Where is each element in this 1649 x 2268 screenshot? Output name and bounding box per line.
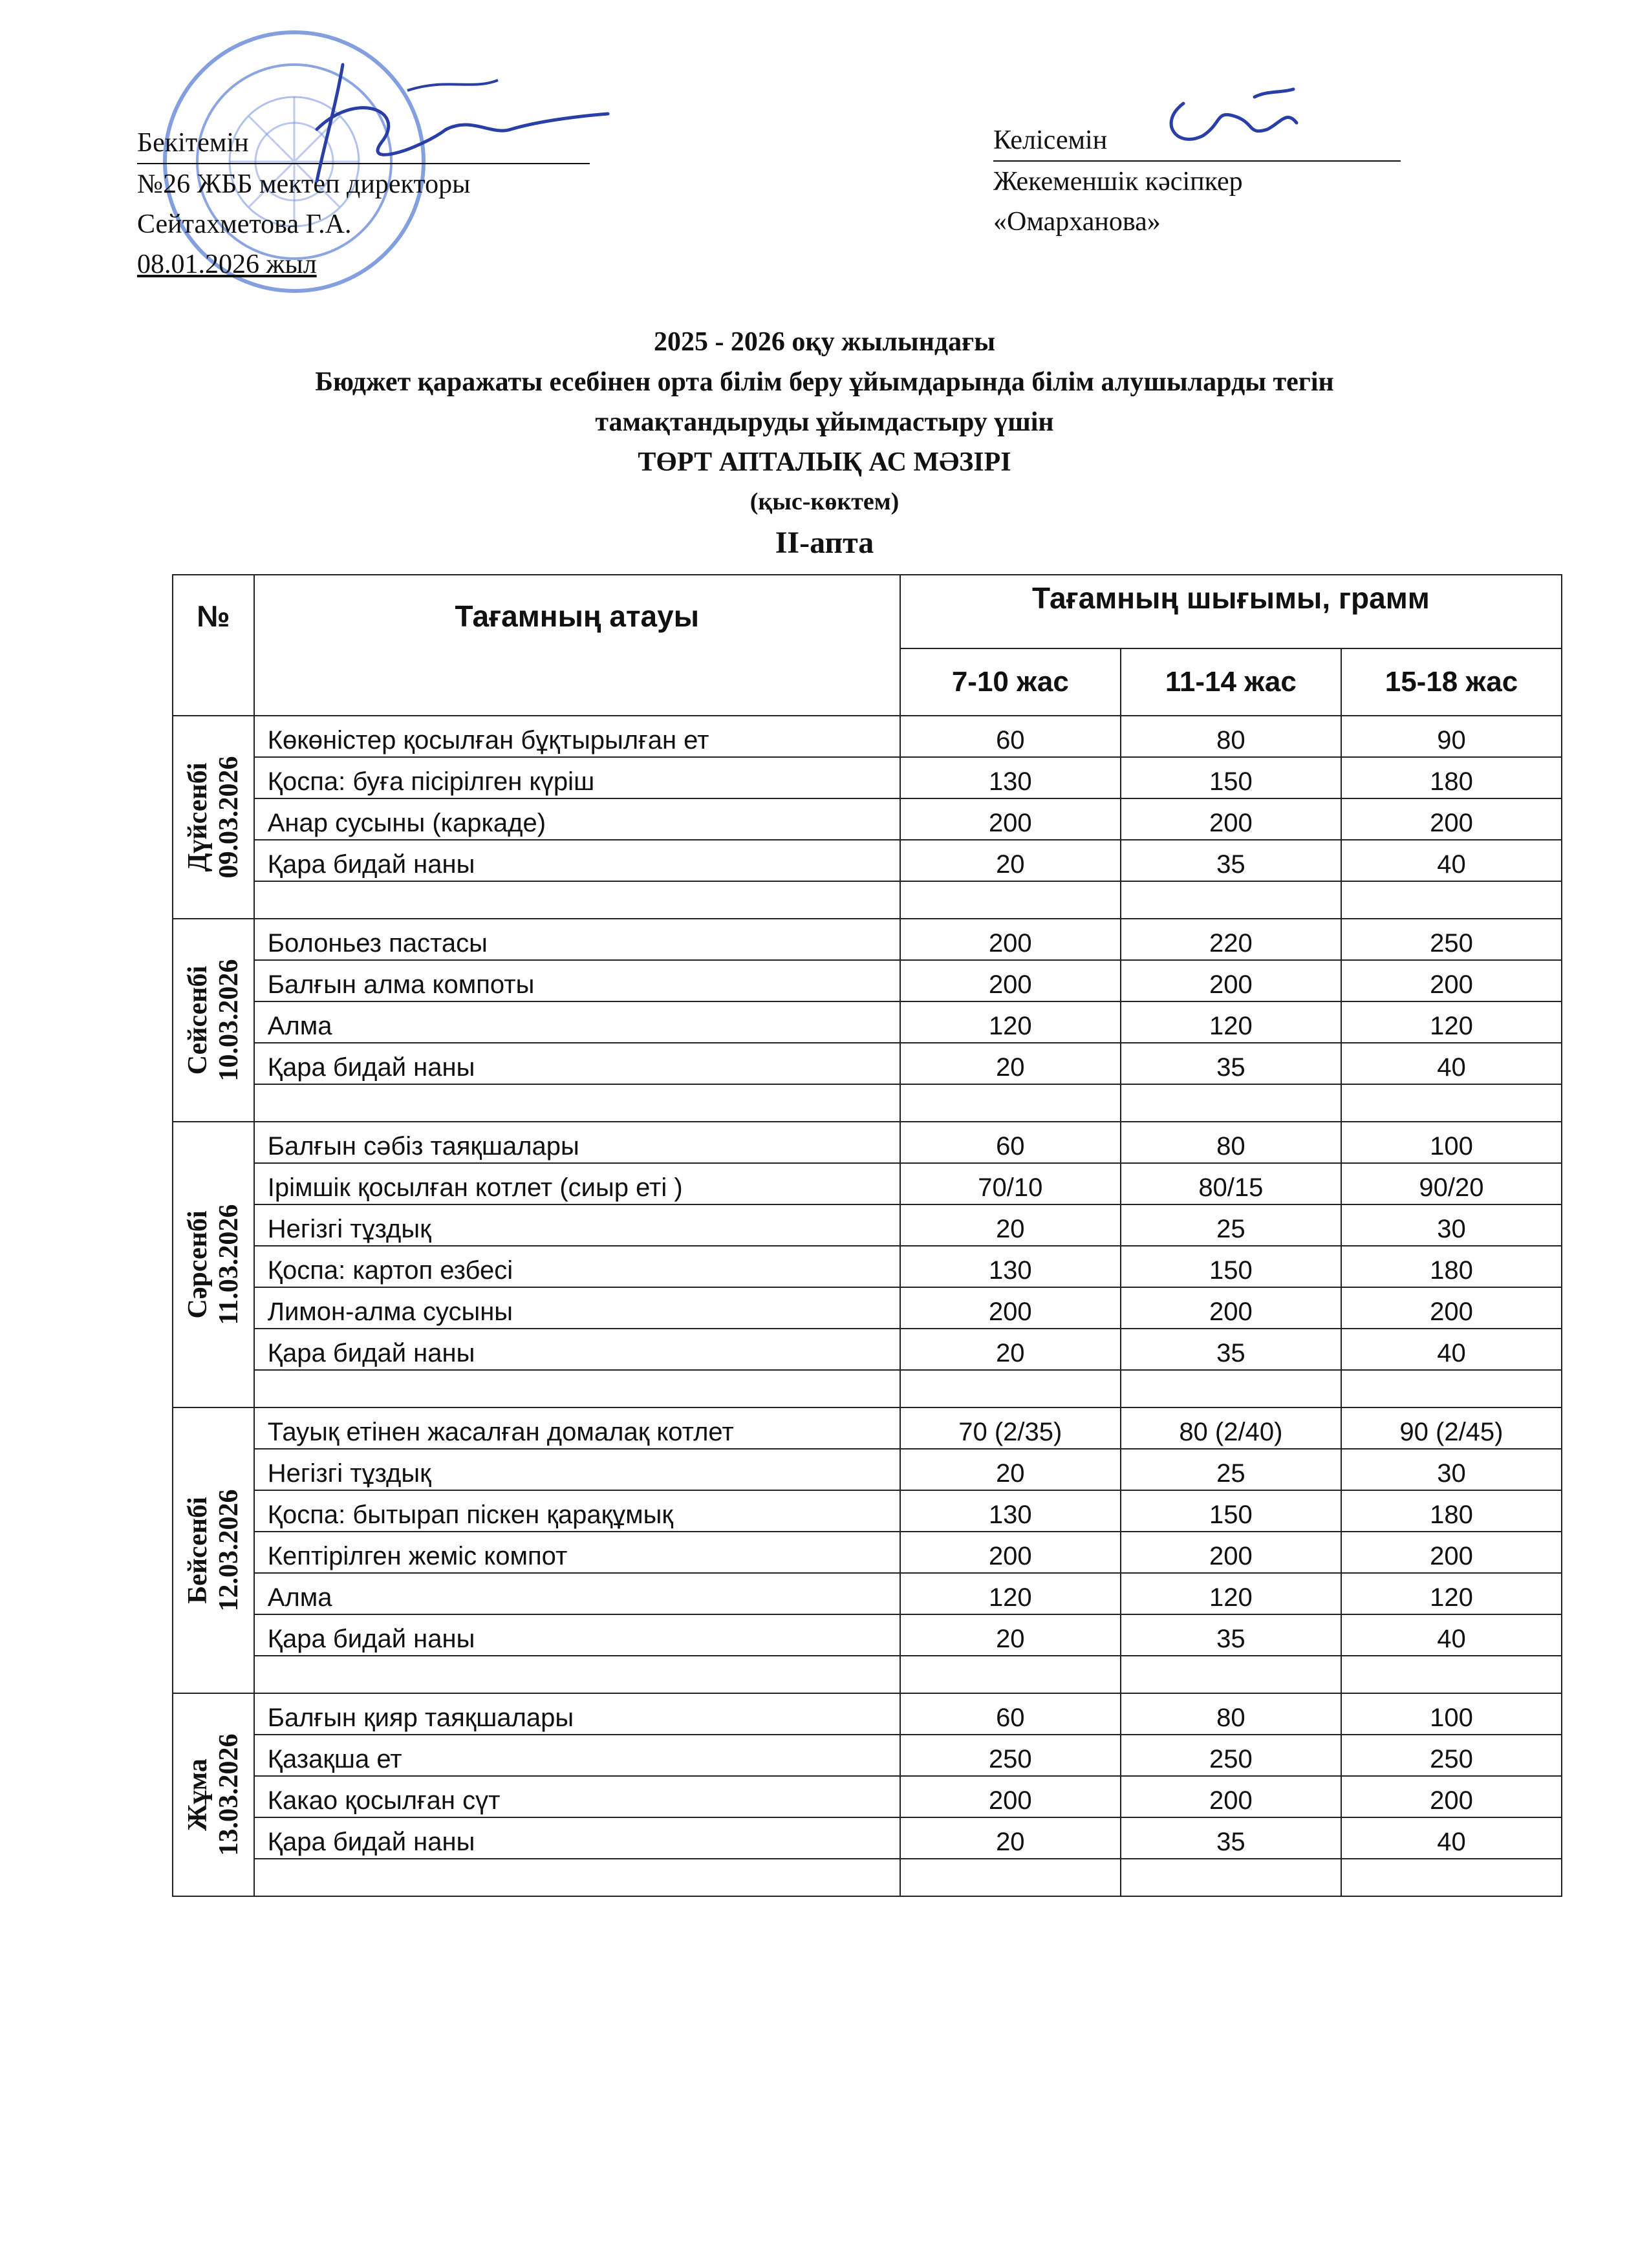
portion-value: 70/10: [900, 1163, 1121, 1204]
portion-value: 200: [1121, 1287, 1341, 1329]
portion-value: 200: [900, 1532, 1121, 1573]
portion-value: 120: [1341, 1001, 1562, 1043]
portion-value: 20: [900, 1043, 1121, 1084]
portion-value: 200: [900, 1287, 1121, 1329]
dish-name: Қоспа: бытырап піскен қарақұмық: [254, 1490, 900, 1532]
dish-name: Тауық етінен жасалған домалақ котлет: [254, 1407, 900, 1449]
portion-value: 120: [1341, 1573, 1562, 1614]
empty-cell: [1341, 1656, 1562, 1693]
portion-value: 20: [900, 1204, 1121, 1246]
approval-date: 08.01.2026 жыл: [137, 250, 317, 279]
blank-row: [173, 881, 1562, 919]
dish-name: Какао қосылған сүт: [254, 1776, 900, 1817]
dish-name: Алма: [254, 1001, 900, 1043]
portion-value: 40: [1341, 840, 1562, 881]
menu-table: [172, 574, 1562, 1897]
portion-value: 20: [900, 1817, 1121, 1859]
portion-value: 250: [1341, 919, 1562, 960]
agreement-company: «Омарханова»: [993, 207, 1161, 237]
dish-name: Балғын сәбіз таяқшалары: [254, 1122, 900, 1163]
blank-row: [173, 1859, 1562, 1896]
table-row: [173, 840, 1562, 881]
portion-value: 20: [900, 1329, 1121, 1370]
day-date: 09.03.2026: [213, 756, 244, 879]
empty-cell: [900, 1370, 1121, 1407]
day-name: Бейсенбі: [182, 1497, 213, 1604]
approval-label: Бекітемін: [137, 123, 590, 164]
empty-cell: [1121, 1859, 1341, 1896]
portion-value: 120: [900, 1573, 1121, 1614]
portion-value: 40: [1341, 1043, 1562, 1084]
portion-value: 150: [1121, 757, 1341, 798]
dish-name: Көкөністер қосылған бұқтырылған ет: [254, 716, 900, 757]
portion-value: 20: [900, 1614, 1121, 1656]
col-header-output: Тағамның шығымы, грамм: [900, 575, 1562, 648]
table-row: [173, 1329, 1562, 1370]
dish-name: Негізгі тұздық: [254, 1204, 900, 1246]
portion-value: 30: [1341, 1449, 1562, 1490]
table-row: [173, 1614, 1562, 1656]
portion-value: 35: [1121, 1614, 1341, 1656]
dish-name: Ірімшік қосылған котлет (сиыр еті ): [254, 1163, 900, 1204]
portion-value: 200: [1341, 1776, 1562, 1817]
portion-value: 90: [1341, 716, 1562, 757]
table-row: [173, 960, 1562, 1001]
portion-value: 200: [900, 798, 1121, 840]
dish-name: Қара бидай наны: [254, 1329, 900, 1370]
dish-name: Қазақша ет: [254, 1735, 900, 1776]
day-name: Жұма: [182, 1759, 213, 1831]
portion-value: 250: [900, 1735, 1121, 1776]
empty-cell: [900, 1859, 1121, 1896]
portion-value: 60: [900, 716, 1121, 757]
table-row: [173, 1163, 1562, 1204]
portion-value: 250: [1341, 1735, 1562, 1776]
empty-cell: [900, 1084, 1121, 1122]
empty-cell: [1121, 1370, 1341, 1407]
table-row: [173, 919, 1562, 960]
col-header-dish-name: Тағамның атауы: [254, 575, 900, 716]
dish-name: Негізгі тұздық: [254, 1449, 900, 1490]
empty-cell: [254, 1084, 900, 1122]
portion-value: 250: [1121, 1735, 1341, 1776]
portion-value: 120: [900, 1001, 1121, 1043]
empty-cell: [1341, 1084, 1562, 1122]
portion-value: 200: [1121, 1532, 1341, 1573]
portion-value: 20: [900, 840, 1121, 881]
day-name: Дүйсенбі: [182, 762, 213, 872]
dish-name: Анар сусыны (каркаде): [254, 798, 900, 840]
dish-name: Қоспа: картоп езбесі: [254, 1246, 900, 1287]
portion-value: 120: [1121, 1573, 1341, 1614]
portion-value: 35: [1121, 1329, 1341, 1370]
day-label: [182, 1734, 244, 1856]
empty-cell: [254, 881, 900, 919]
portion-value: 180: [1341, 1246, 1562, 1287]
dish-name: Алма: [254, 1573, 900, 1614]
portion-value: 40: [1341, 1329, 1562, 1370]
dish-name: Қара бидай наны: [254, 1043, 900, 1084]
empty-cell: [1341, 1859, 1562, 1896]
col-header-number: №: [173, 575, 254, 716]
table-row: [173, 1735, 1562, 1776]
portion-value: 60: [900, 1693, 1121, 1735]
dish-name: Болоньез пастасы: [254, 919, 900, 960]
table-row: [173, 1776, 1562, 1817]
dish-name: Лимон-алма сусыны: [254, 1287, 900, 1329]
academic-year: 2025 - 2026 оқу жылындағы: [653, 327, 996, 357]
day-date: 10.03.2026: [213, 959, 244, 1082]
portion-value: 70 (2/35): [900, 1407, 1121, 1449]
portion-value: 200: [1341, 1287, 1562, 1329]
table-row: [173, 1532, 1562, 1573]
empty-cell: [1121, 881, 1341, 919]
portion-value: 80: [1121, 1693, 1341, 1735]
day-date: 13.03.2026: [213, 1733, 244, 1856]
empty-cell: [900, 1656, 1121, 1693]
day-cell: [173, 919, 254, 1122]
empty-cell: [1121, 1656, 1341, 1693]
empty-cell: [1341, 881, 1562, 919]
dish-name: Балғын қияр таяқшалары: [254, 1693, 900, 1735]
portion-value: 200: [1121, 1776, 1341, 1817]
portion-value: 35: [1121, 840, 1341, 881]
table-row: [173, 1407, 1562, 1449]
table-row: [173, 716, 1562, 757]
day-label: [182, 756, 244, 879]
day-cell: [173, 1122, 254, 1407]
approval-position: №26 ЖББ мектеп директоры: [137, 169, 471, 199]
table-row: [173, 1043, 1562, 1084]
day-cell: [173, 1693, 254, 1896]
portion-value: 35: [1121, 1817, 1341, 1859]
portion-value: 80 (2/40): [1121, 1407, 1341, 1449]
dish-name: Кептірілген жеміс компот: [254, 1532, 900, 1573]
day-name: Сәрсенбі: [182, 1210, 213, 1319]
portion-value: 180: [1341, 757, 1562, 798]
dish-name: Балғын алма компоты: [254, 960, 900, 1001]
agreement-label: Келісемін: [993, 120, 1401, 162]
day-label: [182, 1204, 244, 1325]
blank-row: [173, 1084, 1562, 1122]
col-header-age-15-18: 15-18 жас: [1341, 648, 1562, 716]
portion-value: 100: [1341, 1122, 1562, 1163]
table-row: [173, 1287, 1562, 1329]
portion-value: 30: [1341, 1204, 1562, 1246]
approval-director-name: Сейтахметова Г.А.: [137, 209, 352, 239]
portion-value: 130: [900, 1246, 1121, 1287]
portion-value: 200: [1341, 798, 1562, 840]
entrepreneur-signature: [1158, 84, 1313, 155]
menu-title-block: [0, 322, 1649, 565]
portion-value: 180: [1341, 1490, 1562, 1532]
day-date: 12.03.2026: [213, 1489, 244, 1612]
portion-value: 200: [900, 1776, 1121, 1817]
portion-value: 200: [1121, 960, 1341, 1001]
portion-value: 130: [900, 757, 1121, 798]
title-week: ІІ-апта: [775, 526, 874, 560]
portion-value: 80: [1121, 1122, 1341, 1163]
col-header-age-11-14: 11-14 жас: [1121, 648, 1341, 716]
blank-row: [173, 1656, 1562, 1693]
portion-value: 80/15: [1121, 1163, 1341, 1204]
table-row: [173, 1490, 1562, 1532]
table-row: [173, 1449, 1562, 1490]
day-name: Сейсенбі: [182, 965, 213, 1075]
agreement-position: Жекеменшік кәсіпкер: [993, 167, 1243, 197]
portion-value: 35: [1121, 1043, 1341, 1084]
table-row: [173, 798, 1562, 840]
portion-value: 150: [1121, 1490, 1341, 1532]
portion-value: 90/20: [1341, 1163, 1562, 1204]
dish-name: Қоспа: буға пісірілген күріш: [254, 757, 900, 798]
dish-name: Қара бидай наны: [254, 1817, 900, 1859]
table-row: [173, 1693, 1562, 1735]
portion-value: 20: [900, 1449, 1121, 1490]
dish-name: Қара бидай наны: [254, 840, 900, 881]
portion-value: 40: [1341, 1817, 1562, 1859]
portion-value: 200: [900, 960, 1121, 1001]
table-row: [173, 1204, 1562, 1246]
table-row: [173, 1122, 1562, 1163]
portion-value: 60: [900, 1122, 1121, 1163]
table-row: [173, 1817, 1562, 1859]
portion-value: 200: [1341, 1532, 1562, 1573]
portion-value: 130: [900, 1490, 1121, 1532]
table-row: [173, 757, 1562, 798]
empty-cell: [1341, 1370, 1562, 1407]
portion-value: 40: [1341, 1614, 1562, 1656]
table-row: [173, 1246, 1562, 1287]
portion-value: 25: [1121, 1449, 1341, 1490]
table-row: [173, 1573, 1562, 1614]
portion-value: 200: [1341, 960, 1562, 1001]
portion-value: 200: [1121, 798, 1341, 840]
blank-row: [173, 1370, 1562, 1407]
portion-value: 220: [1121, 919, 1341, 960]
empty-cell: [254, 1656, 900, 1693]
portion-value: 100: [1341, 1693, 1562, 1735]
empty-cell: [254, 1370, 900, 1407]
day-cell: [173, 1407, 254, 1693]
day-date: 11.03.2026: [213, 1204, 244, 1325]
empty-cell: [1121, 1084, 1341, 1122]
col-header-age-7-10: 7-10 жас: [900, 648, 1121, 716]
title-main: ТӨРТ АПТАЛЫҚ АС МӘЗІРІ: [638, 447, 1011, 477]
portion-value: 90 (2/45): [1341, 1407, 1562, 1449]
day-label: [182, 959, 244, 1082]
day-cell: [173, 716, 254, 919]
title-line-1: Бюджет қаражаты есебінен орта білім беру ұйымдарында білім алушыларды тегін: [315, 367, 1334, 397]
day-label: [182, 1490, 244, 1612]
portion-value: 25: [1121, 1204, 1341, 1246]
title-line-2: тамақтандыруды ұйымдастыру үшін: [595, 407, 1054, 437]
director-signature: [278, 52, 614, 194]
portion-value: 120: [1121, 1001, 1341, 1043]
dish-name: Қара бидай наны: [254, 1614, 900, 1656]
empty-cell: [900, 881, 1121, 919]
title-season: (қыс-көктем): [749, 488, 900, 515]
table-row: [173, 1001, 1562, 1043]
empty-cell: [254, 1859, 900, 1896]
portion-value: 150: [1121, 1246, 1341, 1287]
portion-value: 80: [1121, 716, 1341, 757]
portion-value: 200: [900, 919, 1121, 960]
